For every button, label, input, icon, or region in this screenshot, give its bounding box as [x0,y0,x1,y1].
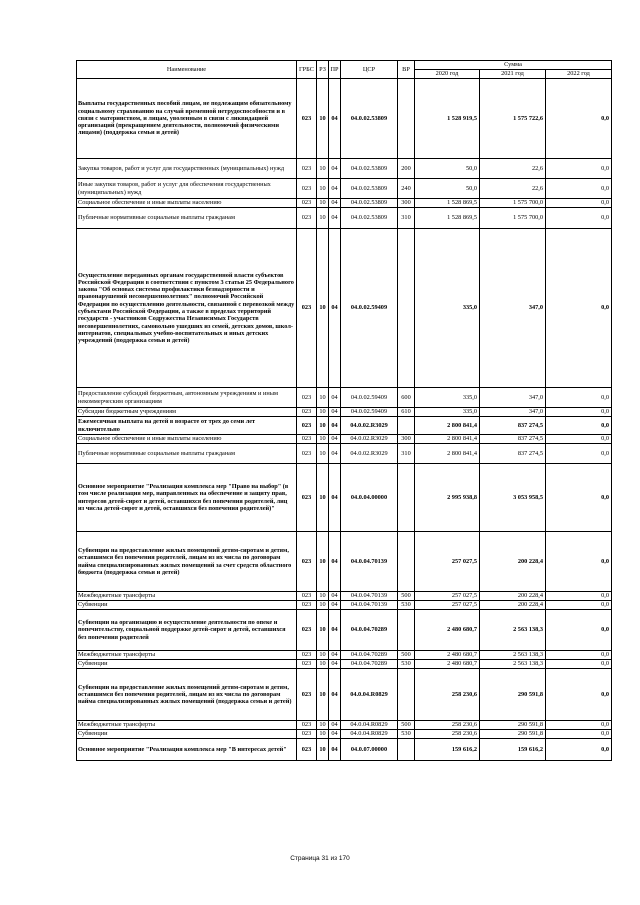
table-row [77,444,612,464]
cell-2020: 258 230,6 [415,730,480,739]
cell-2022: 0,0 [546,592,612,601]
cell-grbs: 023 [297,660,317,669]
cell-pr: 04 [329,208,341,229]
cell-name: Иные закупки товаров, работ и услуг для обеспечения государственных (муниципальных) нужд [77,179,297,199]
cell-grbs: 023 [297,417,317,435]
cell-grbs: 023 [297,388,317,408]
cell-name: Субвенции на организацию и осуществление деятельности по опеке и попечительству, социальной поддержке детей-сирот и детей, оставшихся без попечения родителей [77,610,297,651]
cell-grbs: 023 [297,199,317,208]
table-row [77,229,612,388]
cell-2020: 257 027,5 [415,532,480,592]
cell-csr: 04.0.02.53809 [341,79,398,159]
header-sum: Сумма [415,61,612,70]
table-row [77,199,612,208]
cell-name: Межбюджетные трансферты [77,651,297,660]
cell-2020: 335,0 [415,388,480,408]
cell-2021: 347,0 [480,229,546,388]
cell-vr: 600 [398,388,415,408]
budget-table [76,60,612,761]
cell-2020: 258 230,6 [415,669,480,721]
cell-2021: 200 228,4 [480,532,546,592]
cell-grbs: 023 [297,179,317,199]
cell-rz: 10 [317,669,329,721]
cell-pr: 04 [329,179,341,199]
cell-2022: 0,0 [546,208,612,229]
cell-2021: 1 575 722,6 [480,79,546,159]
cell-2020: 257 027,5 [415,592,480,601]
cell-grbs: 023 [297,408,317,417]
cell-vr: 530 [398,730,415,739]
cell-2021: 837 274,5 [480,444,546,464]
cell-pr: 04 [329,739,341,761]
cell-vr: 530 [398,601,415,610]
cell-csr: 04.0.04.70139 [341,592,398,601]
cell-csr: 04.0.07.00000 [341,739,398,761]
cell-grbs: 023 [297,229,317,388]
cell-pr: 04 [329,79,341,159]
cell-2021: 1 575 700,0 [480,208,546,229]
cell-rz: 10 [317,159,329,179]
cell-2020: 258 230,6 [415,721,480,730]
cell-name: Основное мероприятие "Реализация комплекса мер "В интересах детей" [77,739,297,761]
cell-2020: 1 528 869,5 [415,208,480,229]
cell-rz: 10 [317,464,329,532]
table-row [77,464,612,532]
cell-vr: 500 [398,651,415,660]
cell-csr: 04.0.04.70139 [341,532,398,592]
cell-2021: 837 274,5 [480,435,546,444]
cell-name: Межбюджетные трансферты [77,592,297,601]
header-year-2022: 2022 год [546,70,612,79]
table-row [77,651,612,660]
cell-rz: 10 [317,532,329,592]
header-grbs: ГРБС [297,61,317,79]
cell-2022: 0,0 [546,159,612,179]
cell-pr: 04 [329,669,341,721]
table-row [77,435,612,444]
cell-pr: 04 [329,435,341,444]
cell-2022: 0,0 [546,601,612,610]
cell-2020: 2 800 841,4 [415,435,480,444]
cell-2020: 335,0 [415,408,480,417]
table-row [77,669,612,721]
cell-csr: 04.0.02.53809 [341,208,398,229]
cell-vr: 240 [398,179,415,199]
cell-grbs: 023 [297,208,317,229]
cell-2021: 22,6 [480,179,546,199]
cell-grbs: 023 [297,159,317,179]
cell-grbs: 023 [297,721,317,730]
cell-2021: 2 563 138,3 [480,610,546,651]
cell-rz: 10 [317,592,329,601]
cell-vr: 310 [398,444,415,464]
cell-2022: 0,0 [546,417,612,435]
cell-pr: 04 [329,417,341,435]
cell-2020: 159 616,2 [415,739,480,761]
cell-2021: 2 563 138,3 [480,651,546,660]
cell-rz: 10 [317,610,329,651]
cell-2022: 0,0 [546,388,612,408]
table-row [77,388,612,408]
cell-2021: 290 591,8 [480,721,546,730]
cell-2021: 200 228,4 [480,592,546,601]
cell-2020: 2 800 841,4 [415,444,480,464]
cell-csr: 04.0.04.00000 [341,464,398,532]
cell-2022: 0,0 [546,660,612,669]
cell-name: Социальное обеспечение и иные выплаты населению [77,199,297,208]
cell-name: Основное мероприятие "Реализация комплекса мер "Право на выбор" (в том числе реализация мер, направленных на обеспечение и защиту прав, интересов детей-сирот и детей, оставшихся без попечения родителей, лиц из числа детей-сирот и детей, оставшихся без попечения родителей)" [77,464,297,532]
cell-2022: 0,0 [546,464,612,532]
cell-rz: 10 [317,408,329,417]
cell-2021: 3 053 958,5 [480,464,546,532]
cell-2020: 1 528 869,5 [415,199,480,208]
cell-pr: 04 [329,532,341,592]
cell-2021: 290 591,8 [480,669,546,721]
cell-2022: 0,0 [546,199,612,208]
header-vr: ВР [398,61,415,79]
cell-name: Публичные нормативные социальные выплаты гражданам [77,208,297,229]
cell-csr: 04.0.02.53809 [341,179,398,199]
cell-2020: 257 027,5 [415,601,480,610]
cell-grbs: 023 [297,610,317,651]
cell-csr: 04.0.02.R3029 [341,417,398,435]
cell-rz: 10 [317,660,329,669]
cell-csr: 04.0.02.59409 [341,388,398,408]
cell-grbs: 023 [297,592,317,601]
cell-vr: 300 [398,435,415,444]
cell-2020: 2 480 680,7 [415,651,480,660]
cell-pr: 04 [329,651,341,660]
cell-pr: 04 [329,660,341,669]
cell-name: Субвенции на предоставление жилых помещений детям-сиротам и детям, оставшимся без попечения родителей, лицам из их числа по договорам найма специализированных жилых помещений за счет средств областного бюджета (поддержка семьи и детей) [77,532,297,592]
cell-rz: 10 [317,730,329,739]
table-row [77,408,612,417]
cell-2021: 2 563 138,3 [480,660,546,669]
cell-vr: 500 [398,721,415,730]
cell-pr: 04 [329,408,341,417]
cell-2020: 335,0 [415,229,480,388]
cell-vr [398,79,415,159]
cell-vr: 500 [398,592,415,601]
cell-vr [398,464,415,532]
cell-csr: 04.0.04.70289 [341,610,398,651]
cell-rz: 10 [317,79,329,159]
cell-pr: 04 [329,464,341,532]
cell-rz: 10 [317,388,329,408]
table-row [77,179,612,199]
cell-grbs: 023 [297,730,317,739]
cell-rz: 10 [317,601,329,610]
cell-2021: 1 575 700,0 [480,199,546,208]
cell-2022: 0,0 [546,532,612,592]
cell-2021: 837 274,5 [480,417,546,435]
cell-grbs: 023 [297,601,317,610]
cell-csr: 04.0.02.R3029 [341,435,398,444]
cell-pr: 04 [329,159,341,179]
header-rz: РЗ [317,61,329,79]
cell-csr: 04.0.02.53809 [341,159,398,179]
header-csr: ЦСР [341,61,398,79]
page-number: Страница 31 из 170 [290,855,350,862]
cell-2022: 0,0 [546,669,612,721]
cell-2022: 0,0 [546,179,612,199]
cell-pr: 04 [329,444,341,464]
cell-vr [398,739,415,761]
cell-2020: 2 480 680,7 [415,660,480,669]
cell-vr: 300 [398,199,415,208]
table-row [77,79,612,159]
cell-vr [398,669,415,721]
cell-grbs: 023 [297,444,317,464]
table-row [77,208,612,229]
cell-rz: 10 [317,435,329,444]
cell-2020: 50,0 [415,179,480,199]
cell-name: Субвенции на предоставление жилых помещений детям-сиротам и детям, оставшимся без попечения родителей, лицам из их числа по договорам найма специализированных жилых помещений (поддержка семьи и детей) [77,669,297,721]
table-row [77,532,612,592]
cell-name: Предоставление субсидий бюджетным, автономным учреждениям и иным некоммерческим организациям [77,388,297,408]
cell-pr: 04 [329,592,341,601]
cell-2021: 159 616,2 [480,739,546,761]
cell-rz: 10 [317,721,329,730]
cell-rz: 10 [317,444,329,464]
cell-csr: 04.0.02.R3029 [341,444,398,464]
cell-name: Закупка товаров, работ и услуг для государственных (муниципальных) нужд [77,159,297,179]
cell-vr [398,229,415,388]
header-pr: ПР [329,61,341,79]
cell-pr: 04 [329,199,341,208]
table-row [77,610,612,651]
cell-2021: 347,0 [480,408,546,417]
cell-csr: 04.0.04.R0829 [341,721,398,730]
cell-2022: 0,0 [546,435,612,444]
cell-vr [398,610,415,651]
cell-grbs: 023 [297,464,317,532]
cell-2020: 50,0 [415,159,480,179]
cell-csr: 04.0.04.R0829 [341,730,398,739]
cell-rz: 10 [317,417,329,435]
cell-csr: 04.0.04.R0829 [341,669,398,721]
cell-2022: 0,0 [546,408,612,417]
cell-name: Субвенции [77,601,297,610]
cell-name: Ежемесячная выплата на детей в возрасте от трех до семи лет включительно [77,417,297,435]
cell-vr: 530 [398,660,415,669]
cell-vr: 310 [398,208,415,229]
cell-pr: 04 [329,730,341,739]
cell-name: Субсидии бюджетным учреждениям [77,408,297,417]
cell-csr: 04.0.04.70289 [341,651,398,660]
cell-2022: 0,0 [546,229,612,388]
cell-csr: 04.0.02.53809 [341,199,398,208]
cell-2020: 2 995 938,8 [415,464,480,532]
cell-2022: 0,0 [546,721,612,730]
cell-vr [398,417,415,435]
cell-name: Субвенции [77,660,297,669]
cell-2022: 0,0 [546,739,612,761]
table-row [77,660,612,669]
cell-rz: 10 [317,229,329,388]
cell-2021: 290 591,8 [480,730,546,739]
cell-2022: 0,0 [546,79,612,159]
cell-rz: 10 [317,651,329,660]
cell-vr: 200 [398,159,415,179]
header-year-2021: 2021 год [480,70,546,79]
table-row [77,739,612,761]
cell-2022: 0,0 [546,610,612,651]
table-row [77,159,612,179]
cell-2020: 2 800 841,4 [415,417,480,435]
cell-grbs: 023 [297,532,317,592]
cell-grbs: 023 [297,739,317,761]
cell-name: Публичные нормативные социальные выплаты гражданам [77,444,297,464]
cell-name: Субвенции [77,730,297,739]
table-row [77,721,612,730]
table-row [77,417,612,435]
cell-2021: 200 228,4 [480,601,546,610]
cell-pr: 04 [329,601,341,610]
cell-csr: 04.0.02.59409 [341,408,398,417]
cell-pr: 04 [329,610,341,651]
cell-2021: 22,6 [480,159,546,179]
cell-vr: 610 [398,408,415,417]
table-row [77,730,612,739]
cell-grbs: 023 [297,435,317,444]
cell-rz: 10 [317,739,329,761]
table-row [77,592,612,601]
cell-rz: 10 [317,208,329,229]
cell-csr: 04.0.02.59409 [341,229,398,388]
cell-rz: 10 [317,179,329,199]
cell-csr: 04.0.04.70289 [341,660,398,669]
cell-2020: 2 480 680,7 [415,610,480,651]
table-row [77,601,612,610]
cell-pr: 04 [329,229,341,388]
cell-name: Социальное обеспечение и иные выплаты населению [77,435,297,444]
cell-name: Выплаты государственных пособий лицам, не подлежащим обязательному социальному страхованию на случай временной нетрудоспособности и в связи с материнством, и лицам, уволенным в связи с ликвидацией организаций (прекращением деятельности, полномочий физическими лицами) (поддержка семьи и детей) [77,79,297,159]
cell-2022: 0,0 [546,730,612,739]
cell-2022: 0,0 [546,651,612,660]
cell-2020: 1 528 919,5 [415,79,480,159]
cell-2022: 0,0 [546,444,612,464]
cell-grbs: 023 [297,79,317,159]
cell-pr: 04 [329,388,341,408]
cell-name: Межбюджетные трансферты [77,721,297,730]
cell-name: Осуществление переданных органам государственной власти субъектов Российской Федерации в соответствии с пунктом 3 статьи 25 Федерального закона "Об основах системы профилактики безнадзорности и правонарушений несовершеннолетних" полномочий Российской Федерации по осуществлению деятельности, связанной с перевозкой между субъектами Российской Федерации, а также в пределах территорий государств - участников Содружества Независимых Государств несовершеннолетних, самовольно ушедших из семей, детских домов, школ-интернатов, специальных учебно-воспитательных и иных детских учреждений (поддержка семьи и детей) [77,229,297,388]
cell-rz: 10 [317,199,329,208]
cell-csr: 04.0.04.70139 [341,601,398,610]
cell-grbs: 023 [297,669,317,721]
cell-pr: 04 [329,721,341,730]
header-year-2020: 2020 год [415,70,480,79]
cell-2021: 347,0 [480,388,546,408]
cell-vr [398,532,415,592]
header-name: Наименование [77,61,297,79]
table-body [77,79,612,761]
cell-grbs: 023 [297,651,317,660]
